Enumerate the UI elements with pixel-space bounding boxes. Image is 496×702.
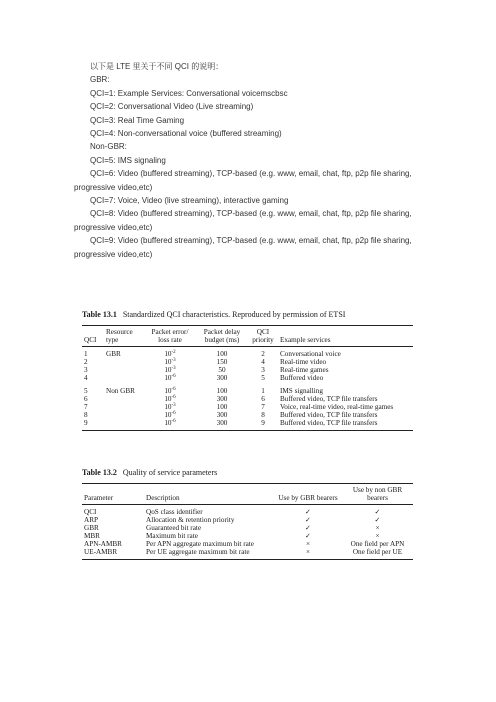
- table-caption: [82, 310, 413, 320]
- table-cell: ×: [305, 540, 311, 548]
- text-line: QCI=3: Real Time Gaming: [90, 115, 185, 125]
- table-cell: 50: [218, 366, 226, 374]
- table-cell: 1: [261, 387, 265, 395]
- table-row: [82, 374, 413, 382]
- table-cell: ✓: [304, 516, 312, 524]
- table-cell: QoS class identifier: [146, 508, 203, 516]
- table-cell: UE-AMBR: [84, 548, 118, 556]
- table-cell: 3: [84, 366, 88, 374]
- table-cell: [144, 403, 196, 411]
- table-cell: QCI: [84, 508, 97, 516]
- loss-rate-exponent: -3: [171, 358, 176, 363]
- table-caption: [82, 468, 413, 478]
- table-cell: [104, 374, 144, 382]
- col-header: Parameter: [84, 494, 114, 502]
- table-cell: [144, 347, 196, 359]
- text-line: QCI=9: Video (buffered streaming), TCP-based (e.g. www, email, chat, ftp, p2p file sharing, progressive video,etc): [74, 236, 412, 259]
- intro-line: 以下是 LTE 里关于不同 QCI 的说明：: [90, 62, 224, 71]
- table-cell: Maximum bit rate: [146, 532, 198, 540]
- loss-rate-exponent: -6: [171, 387, 176, 392]
- table-cell: Buffered video, TCP file transfers: [280, 419, 378, 427]
- table-cell: 7: [261, 403, 265, 411]
- table-cell: [104, 403, 144, 411]
- table-cell: [104, 366, 144, 374]
- col-header: Packet error/ loss rate: [151, 328, 189, 344]
- text-line: QCI=7: Voice, Video (live streaming), interactive gaming: [90, 196, 289, 206]
- table-header-row: [82, 484, 413, 505]
- table-row: [82, 505, 413, 517]
- table-row: [82, 532, 413, 540]
- table-cell: MBR: [84, 532, 100, 540]
- table-cell: 300: [216, 374, 228, 382]
- table-cell: [144, 366, 196, 374]
- col-header: Description: [146, 494, 180, 502]
- table-cell: [104, 419, 144, 431]
- col-header: Packet delay budget (ms): [203, 328, 241, 344]
- table-cell: [104, 395, 144, 403]
- table-cell: 100: [216, 403, 228, 411]
- table-cell: [144, 419, 196, 431]
- table-row: [82, 524, 413, 532]
- table-cell: ✓: [374, 516, 381, 524]
- table-cell: Voice, real-time video, real-time games: [280, 403, 394, 411]
- text-line: QCI=5: IMS signaling: [90, 155, 166, 165]
- table-row: [82, 548, 413, 560]
- text-line: QCI=4: Non-conversational voice (buffered streaming): [90, 129, 282, 139]
- table-row: [82, 358, 413, 366]
- table-cell: 100: [216, 387, 228, 395]
- table-cell: 5: [84, 387, 88, 395]
- table-cell: [144, 358, 196, 366]
- table-number: Table 13.2: [82, 468, 117, 477]
- table-row: [82, 516, 413, 524]
- qci-description: [74, 60, 419, 261]
- table-cell: [144, 382, 196, 395]
- table-cell: ✓: [304, 508, 312, 516]
- table-body: [82, 483, 413, 560]
- table-cell: [144, 395, 196, 403]
- table-cell: ✓: [374, 508, 381, 516]
- table-number: Table 13.1: [82, 310, 117, 319]
- table-cell: One field per UE: [352, 548, 403, 556]
- table-cell: 100: [216, 350, 228, 358]
- loss-rate-base: 10: [164, 366, 172, 374]
- table-body: [82, 325, 413, 431]
- table-cell: [104, 358, 144, 366]
- table-cell: 300: [216, 411, 228, 419]
- table-header-row: [82, 326, 413, 347]
- table-cell: GBR: [84, 524, 99, 532]
- table-cell: Per UE aggregate maximum bit rate: [146, 548, 250, 556]
- qos-parameters-table: [82, 468, 413, 560]
- loss-rate-exponent: -6: [171, 374, 176, 379]
- table-cell: 3: [261, 366, 265, 374]
- table-cell: 4: [84, 374, 88, 382]
- table-cell: 2: [84, 358, 88, 366]
- col-header: QCI priority: [252, 328, 274, 344]
- table-cell: Non GBR: [106, 387, 135, 395]
- col-header: Example services: [280, 336, 331, 344]
- table-cell: 300: [216, 395, 228, 403]
- table-cell: 5: [261, 374, 265, 382]
- loss-rate-exponent: -3: [171, 366, 176, 371]
- table-row: [82, 540, 413, 548]
- qci-characteristics-table: [82, 310, 413, 431]
- table-cell: Per APN aggregate maximum bit rate: [146, 540, 254, 548]
- loss-rate-base: 10: [164, 395, 172, 403]
- table-cell: 150: [216, 358, 228, 366]
- table-cell: Real-time video: [280, 358, 327, 366]
- text-line: QCI=6: Video (buffered streaming), TCP-based (e.g. www, email, chat, ftp, p2p file sharing, progressive video,etc): [74, 169, 412, 192]
- table-cell: [144, 411, 196, 419]
- col-header: QCI: [84, 336, 97, 344]
- table-row: [82, 366, 413, 374]
- loss-rate-base: 10: [164, 358, 172, 366]
- table-cell: [104, 411, 144, 419]
- table-row: [82, 395, 413, 403]
- table-cell: ×: [375, 524, 380, 532]
- loss-rate-exponent: -6: [171, 395, 176, 400]
- loss-rate-base: 10: [164, 374, 172, 382]
- table-cell: 8: [261, 411, 265, 419]
- table-cell: 7: [84, 403, 88, 411]
- text-line: GBR:: [90, 75, 110, 85]
- table-cell: ✓: [304, 532, 312, 540]
- table-cell: Guaranteed bit rate: [146, 524, 202, 532]
- loss-rate-base: 10: [164, 350, 172, 358]
- loss-rate-exponent: -2: [171, 350, 176, 355]
- table-cell: APN-AMBR: [84, 540, 122, 548]
- table-row: [82, 382, 413, 395]
- table-cell: 6: [261, 395, 265, 403]
- text-line: QCI=1: Example Services: Conversational voicemscbsc: [90, 88, 288, 98]
- table-cell: Real-time games: [280, 366, 329, 374]
- table-cell: Buffered video, TCP file transfers: [280, 411, 378, 419]
- loss-rate-base: 10: [164, 419, 172, 427]
- table-row: [82, 419, 413, 431]
- table-cell: Allocation & retention priority: [146, 516, 235, 524]
- table-cell: Conversational voice: [280, 350, 341, 358]
- table-row: [82, 411, 413, 419]
- text-line: Non-GBR:: [90, 142, 127, 152]
- table-cell: IMS signalling: [280, 387, 323, 395]
- table-cell: ×: [305, 548, 311, 556]
- loss-rate-exponent: -3: [171, 403, 176, 408]
- table-cell: 8: [84, 411, 88, 419]
- table-cell: 4: [261, 358, 265, 366]
- table-title: Standardized QCI characteristics. Reproduced by permission of ETSI: [122, 310, 346, 319]
- table-cell: Buffered video: [280, 374, 324, 382]
- table-cell: One field per APN: [350, 540, 405, 548]
- table-cell: 300: [216, 419, 228, 427]
- table-cell: ×: [375, 532, 380, 540]
- col-header: Use by GBR bearers: [278, 494, 338, 502]
- table-cell: 6: [84, 395, 88, 403]
- loss-rate-base: 10: [164, 403, 172, 411]
- table-cell: ARP: [84, 516, 98, 524]
- loss-rate-exponent: -6: [171, 411, 176, 416]
- table-cell: Buffered video, TCP file transfers: [280, 395, 378, 403]
- col-header: Resource type: [106, 328, 133, 344]
- table-row: [82, 403, 413, 411]
- text-line: QCI=8: Video (buffered streaming), TCP-based (e.g. www, email, chat, ftp, p2p file sharing, progressive video,etc): [74, 209, 412, 232]
- col-header: Use by non GBR bearers: [352, 486, 403, 502]
- loss-rate-base: 10: [164, 411, 172, 419]
- loss-rate-exponent: -6: [171, 419, 176, 424]
- table-cell: 9: [84, 419, 88, 427]
- table-cell: 9: [261, 419, 265, 427]
- table-cell: [144, 374, 196, 382]
- table-title: Quality of service parameters: [122, 468, 218, 477]
- loss-rate-base: 10: [164, 387, 172, 395]
- table-cell: ✓: [304, 524, 312, 532]
- table-cell: 2: [261, 350, 265, 358]
- table-row: [82, 347, 413, 359]
- text-line: QCI=2: Conversational Video (Live streaming): [90, 102, 254, 112]
- table-cell: 1: [84, 350, 88, 358]
- table-cell: GBR: [106, 350, 121, 358]
